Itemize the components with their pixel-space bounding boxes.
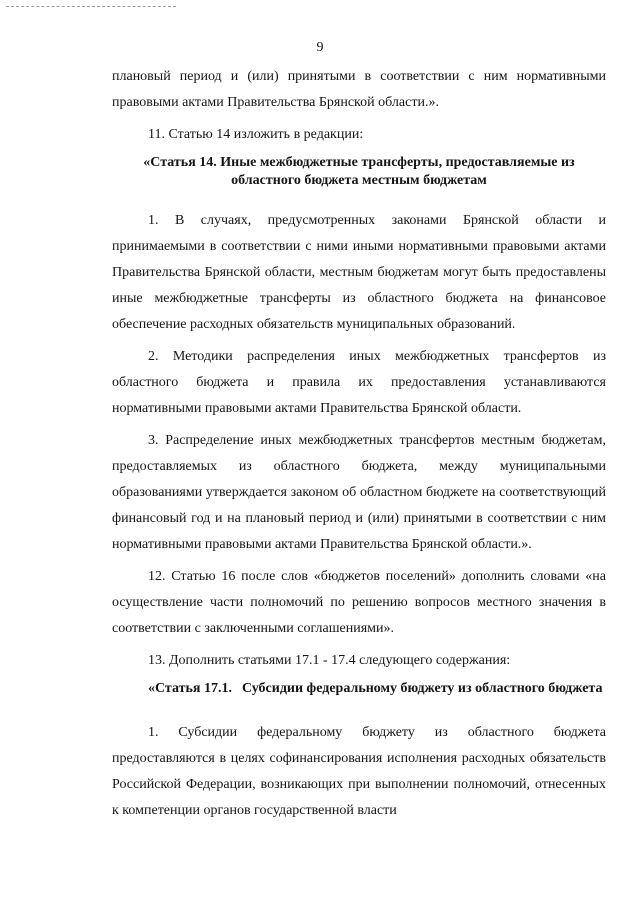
paragraph-item-11: 11. Статью 14 изложить в редакции: — [148, 127, 364, 142]
article-17-1-number: «Статья 17.1. — [148, 681, 232, 696]
paragraph-item-12: 12. Статью 16 после слов «бюджетов поселений» дополнить словами «на осуществление части полномочий по решению вопросов местного значения в соответствии с заключенными соглашениями». — [112, 569, 606, 636]
article-14-paragraph-3: 3. Распределение иных межбюджетных трансфертов местным бюджетам, предоставляемых из областного бюджета, между муниципальными образованиями утверждается законом об областном бюджете на соответствующий финансовый год и на плановый период и (или) принятыми в соответствии с ним нормативными правовыми актами Правительства Брянской области.». — [112, 433, 606, 552]
document-body — [112, 64, 606, 830]
article-14-paragraph-2: 2. Методики распределения иных межбюджетных трансфертов из областного бюджета и правила их предоставления устанавливаются нормативными правовыми актами Правительства Брянской области. — [112, 349, 606, 416]
top-edge-mark — [6, 6, 176, 7]
paragraph-continuation: плановый период и (или) принятыми в соответствии с ним нормативными правовыми актами Правительства Брянской области.». — [112, 69, 606, 110]
article-17-1-heading — [148, 680, 606, 698]
article-14-paragraph-1: 1. В случаях, предусмотренных законами Брянской области и принимаемыми в соответствии с ними иными нормативными правовыми актами Правительства Брянской области, местным бюджетам могут быть предоставлены иные межбюджетные трансферты из областного бюджета на финансовое обеспечение расходных обязательств муниципальных образований. — [112, 213, 606, 332]
article-17-1-title: Субсидии федеральному бюджету из областного бюджета — [241, 681, 603, 696]
article-14-heading: «Статья 14. Иные межбюджетные трансферты, предоставляемые из областного бюджета местным бюджетам — [143, 155, 575, 188]
article-17-1-paragraph-1: 1. Субсидии федеральному бюджету из областного бюджета предоставляются в целях софинансирования исполнения расходных обязательств Российской Федерации, возникающих при выполнении полномочий, отнесенных к компетенции органов государственной власти — [112, 725, 606, 818]
paragraph-item-13: 13. Дополнить статьями 17.1 - 17.4 следующего содержания: — [148, 653, 511, 668]
page-number: 9 — [316, 40, 324, 55]
